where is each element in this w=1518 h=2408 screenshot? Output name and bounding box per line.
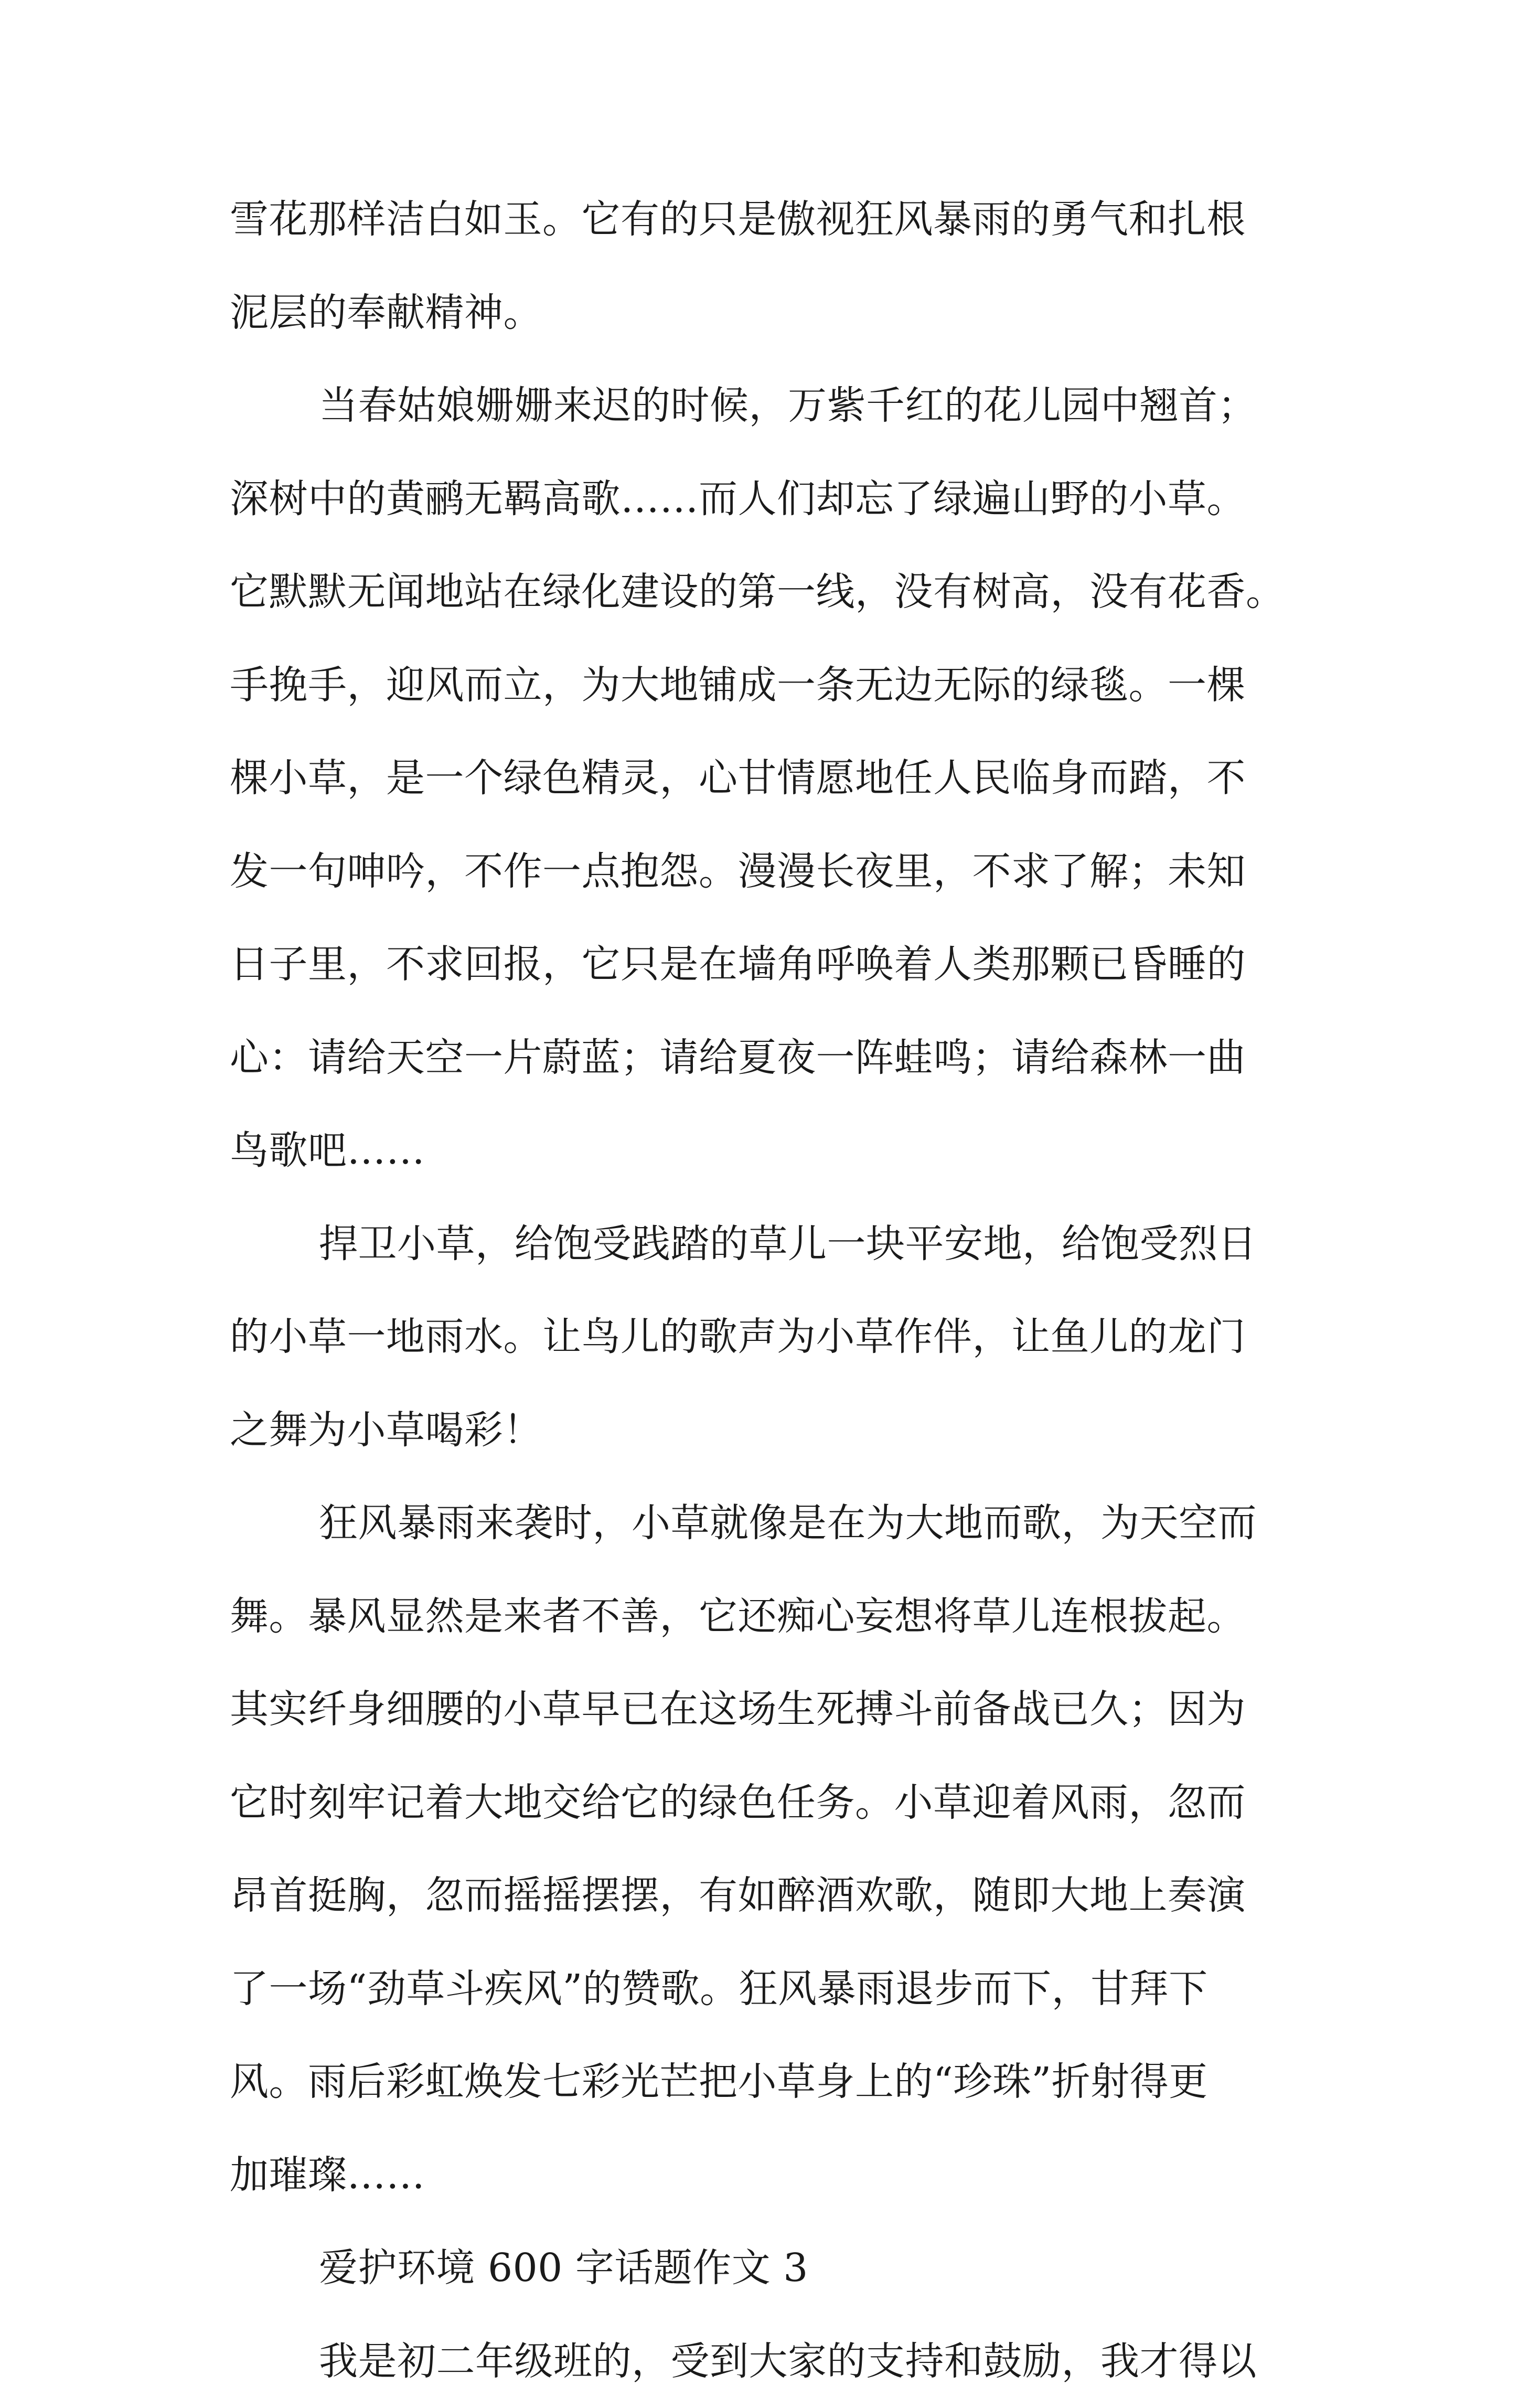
text-line: 捍卫小草，给饱受践踏的草儿一块平安地，给饱受烈日 [230, 1198, 1289, 1291]
text-line: 泥层的奉献精神。 [230, 267, 1289, 360]
text-line: 了一场“劲草斗疾风”的赞歌。狂风暴雨退步而下，甘拜下 [230, 1943, 1289, 2036]
document-body [230, 173, 1289, 2408]
text-line: 棵小草，是一个绿色精灵，心甘情愿地任人民临身而踏，不 [230, 732, 1289, 825]
text-line: 鸟歌吧…… [230, 1104, 1289, 1198]
text-line: 发一句呻吟，不作一点抱怨。漫漫长夜里，不求了解；未知 [230, 825, 1289, 919]
text-line: 风。雨后彩虹焕发七彩光芒把小草身上的“珍珠”折射得更 [230, 2036, 1289, 2129]
text-line: 昂首挺胸，忽而摇摇摆摆，有如醉酒欢歌，随即大地上奏演 [230, 1849, 1289, 1943]
text-line: 爱护环境 600 字话题作文 3 [230, 2222, 1289, 2315]
text-line: 日子里，不求回报，它只是在墙角呼唤着人类那颗已昏睡的 [230, 918, 1289, 1011]
text-line: 手挽手，迎风而立，为大地铺成一条无边无际的绿毯。一棵 [230, 639, 1289, 732]
text-line: 它默默无闻地站在绿化建设的第一线，没有树高，没有花香。 [230, 546, 1289, 639]
text-line: 深树中的黄鹂无羁高歌……而人们却忘了绿遍山野的小草。 [230, 453, 1289, 546]
text-line: 当春姑娘姗姗来迟的时候，万紫千红的花儿园中翘首； [230, 359, 1289, 453]
text-line: 心：请给天空一片蔚蓝；请给夏夜一阵蛙鸣；请给森林一曲 [230, 1011, 1289, 1105]
text-line: 狂风暴雨来袭时，小草就像是在为大地而歌，为天空而 [230, 1477, 1289, 1570]
text-line: 加璀璨…… [230, 2129, 1289, 2222]
text-line: 之舞为小草喝彩！ [230, 1384, 1289, 1477]
text-line: 舞。暴风显然是来者不善，它还痴心妄想将草儿连根拔起。 [230, 1570, 1289, 1664]
text-line: 它时刻牢记着大地交给它的绿色任务。小草迎着风雨，忽而 [230, 1756, 1289, 1850]
text-line: 其实纤身细腰的小草早已在这场生死搏斗前备战已久；因为 [230, 1663, 1289, 1756]
text-line: 的小草一地雨水。让鸟儿的歌声为小草作伴，让鱼儿的龙门 [230, 1291, 1289, 1384]
text-line: 我是初二年级班的，受到大家的支持和鼓励，我才得以 [230, 2315, 1289, 2408]
text-line: 雪花那样洁白如玉。它有的只是傲视狂风暴雨的勇气和扎根 [230, 173, 1289, 267]
